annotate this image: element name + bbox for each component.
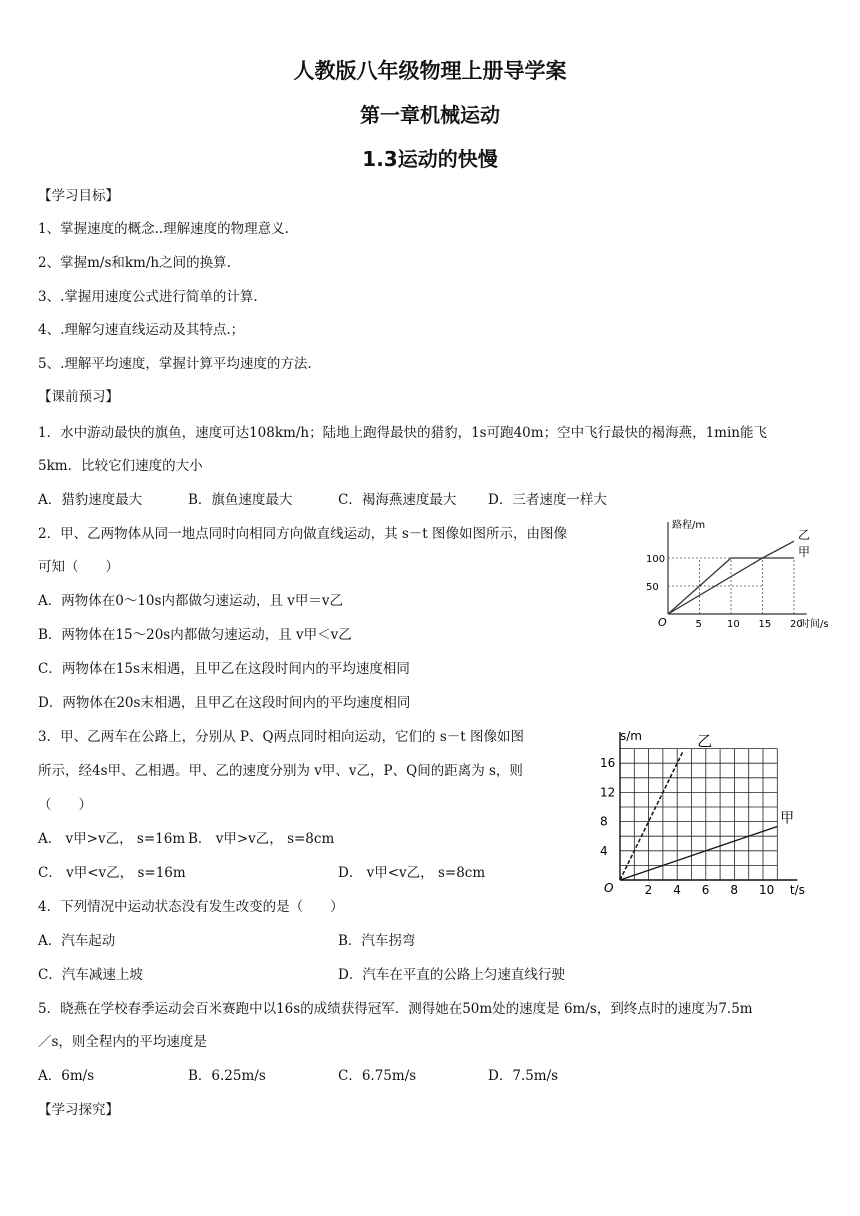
q5-option-a: A．6m/s	[38, 1068, 95, 1084]
series-label: 甲	[798, 545, 811, 559]
x-tick-label: 2	[644, 883, 653, 896]
series-line-乙	[620, 752, 683, 880]
q1-option-c: C．褐海燕速度最大	[338, 492, 457, 508]
q3-option-b: B． v甲>v乙， s=8cm	[188, 831, 335, 847]
q1-stem-cont: 5km．比较它们速度的大小	[38, 458, 203, 474]
series-line-甲	[620, 826, 777, 880]
y-tick-label: 4	[600, 843, 608, 858]
series-label: 甲	[780, 810, 795, 827]
x-axis-label: 时间/s	[800, 619, 829, 630]
x-tick-label: 10	[727, 619, 740, 630]
objective-item: 2、掌握m/s和km/h之间的换算.	[38, 255, 231, 271]
x-tick-label: 15	[758, 619, 772, 630]
y-axis-label: s/m	[620, 729, 642, 743]
q1-option-a: A．猎豹速度最大	[38, 492, 143, 508]
objective-item: 1、掌握速度的概念..理解速度的物理意义.	[38, 221, 289, 237]
x-tick-label: 8	[730, 883, 739, 896]
objective-item: 5、.理解平均速度，掌握计算平均速度的方法.	[38, 356, 312, 372]
q5-option-b: B．6.25m/s	[188, 1068, 266, 1084]
x-tick-label: 20	[790, 619, 803, 630]
q4-option-c: C．汽车减速上坡	[38, 967, 143, 983]
objective-item: 3、.掌握用速度公式进行简单的计算.	[38, 289, 258, 305]
y-tick-label: 100	[646, 554, 666, 565]
q2-chart	[640, 516, 840, 631]
q3-option-d: D． v甲<v乙， s=8cm	[338, 865, 486, 881]
q3-stem-cont: 所示，经4s甲、乙相遇。甲、乙的速度分别为 v甲、v乙，P、Q间的距离为 s，则	[38, 763, 523, 779]
q2-option-a: A．两物体在0～10s内都做匀速运动，且 v甲＝v乙	[38, 593, 343, 609]
x-tick-label: 10	[759, 883, 775, 896]
q5-option-d: D．7.5m/s	[488, 1068, 559, 1084]
y-axis-label: 路程/m	[672, 520, 706, 531]
q3-stem-cont2: （ ）	[38, 797, 92, 813]
y-tick-label: 50	[646, 582, 659, 593]
chapter-title: 第一章机械运动	[360, 103, 500, 127]
preview-heading: 【课前预习】	[38, 389, 119, 405]
section-title: 1.3运动的快慢	[362, 147, 498, 171]
q1-option-b: B．旗鱼速度最大	[188, 492, 293, 508]
q2-option-b: B．两物体在15～20s内都做匀速运动，且 v甲＜v乙	[38, 627, 352, 643]
q1-stem: 1．水中游动最快的旗鱼，速度可达108km/h；陆地上跑得最快的猎豹，1s可跑40m；空中飞行最快的褐海燕，1min能飞	[38, 425, 767, 441]
q2-stem: 2．甲、乙两物体从同一地点同时向相同方向做直线运动，其 s－t 图像如图所示，由图像	[38, 526, 568, 542]
q3-stem: 3．甲、乙两车在公路上，分别从 P、Q两点同时相向运动，它们的 s－t 图像如图	[38, 729, 524, 745]
q3-option-c: C． v甲<v乙， s=16m	[38, 865, 186, 881]
origin-label: O	[658, 616, 667, 629]
x-tick-label: 4	[673, 883, 681, 896]
x-tick-label: 6	[701, 883, 710, 896]
q1-option-d: D．三者速度一样大	[488, 492, 607, 508]
q5-stem-cont: ／s，则全程内的平均速度是	[38, 1034, 207, 1050]
q5-option-c: C．6.75m/s	[338, 1068, 417, 1084]
q4-option-b: B．汽车拐弯	[338, 933, 416, 949]
series-label: 乙	[697, 732, 713, 750]
y-tick-label: 8	[600, 814, 608, 829]
page-title: 人教版八年级物理上册导学案	[293, 59, 567, 83]
explore-heading: 【学习探究】	[38, 1102, 119, 1118]
q2-option-d: D．两物体在20s末相遇，且甲乙在这段时间内的平均速度相同	[38, 695, 411, 711]
objectives-heading: 【学习目标】	[38, 188, 119, 204]
x-axis-label: t/s	[789, 883, 805, 896]
q5-stem: 5．晓燕在学校春季运动会百米赛跑中以16s的成绩获得冠军．测得她在50m处的速度是 6m/s，到终点时的速度为7.5m	[38, 1001, 753, 1017]
origin-label: O	[604, 881, 614, 895]
y-tick-label: 12	[600, 785, 616, 800]
y-tick-label: 16	[600, 756, 616, 771]
objective-item: 4、.理解匀速直线运动及其特点.；	[38, 322, 245, 338]
q3-option-a: A． v甲>v乙， s=16m	[38, 831, 186, 847]
q2-stem-cont: 可知（ ）	[38, 559, 119, 575]
series-label: 乙	[798, 528, 811, 543]
q4-option-d: D．汽车在平直的公路上匀速直线行驶	[338, 967, 565, 983]
q2-option-c: C．两物体在15s末相遇，且甲乙在这段时间内的平均速度相同	[38, 661, 410, 677]
q4-stem: 4．下列情况中运动状态没有发生改变的是（ ）	[38, 899, 344, 915]
x-tick-label: 5	[695, 619, 702, 630]
q3-chart	[598, 726, 838, 896]
q4-option-a: A．汽车起动	[38, 933, 116, 949]
